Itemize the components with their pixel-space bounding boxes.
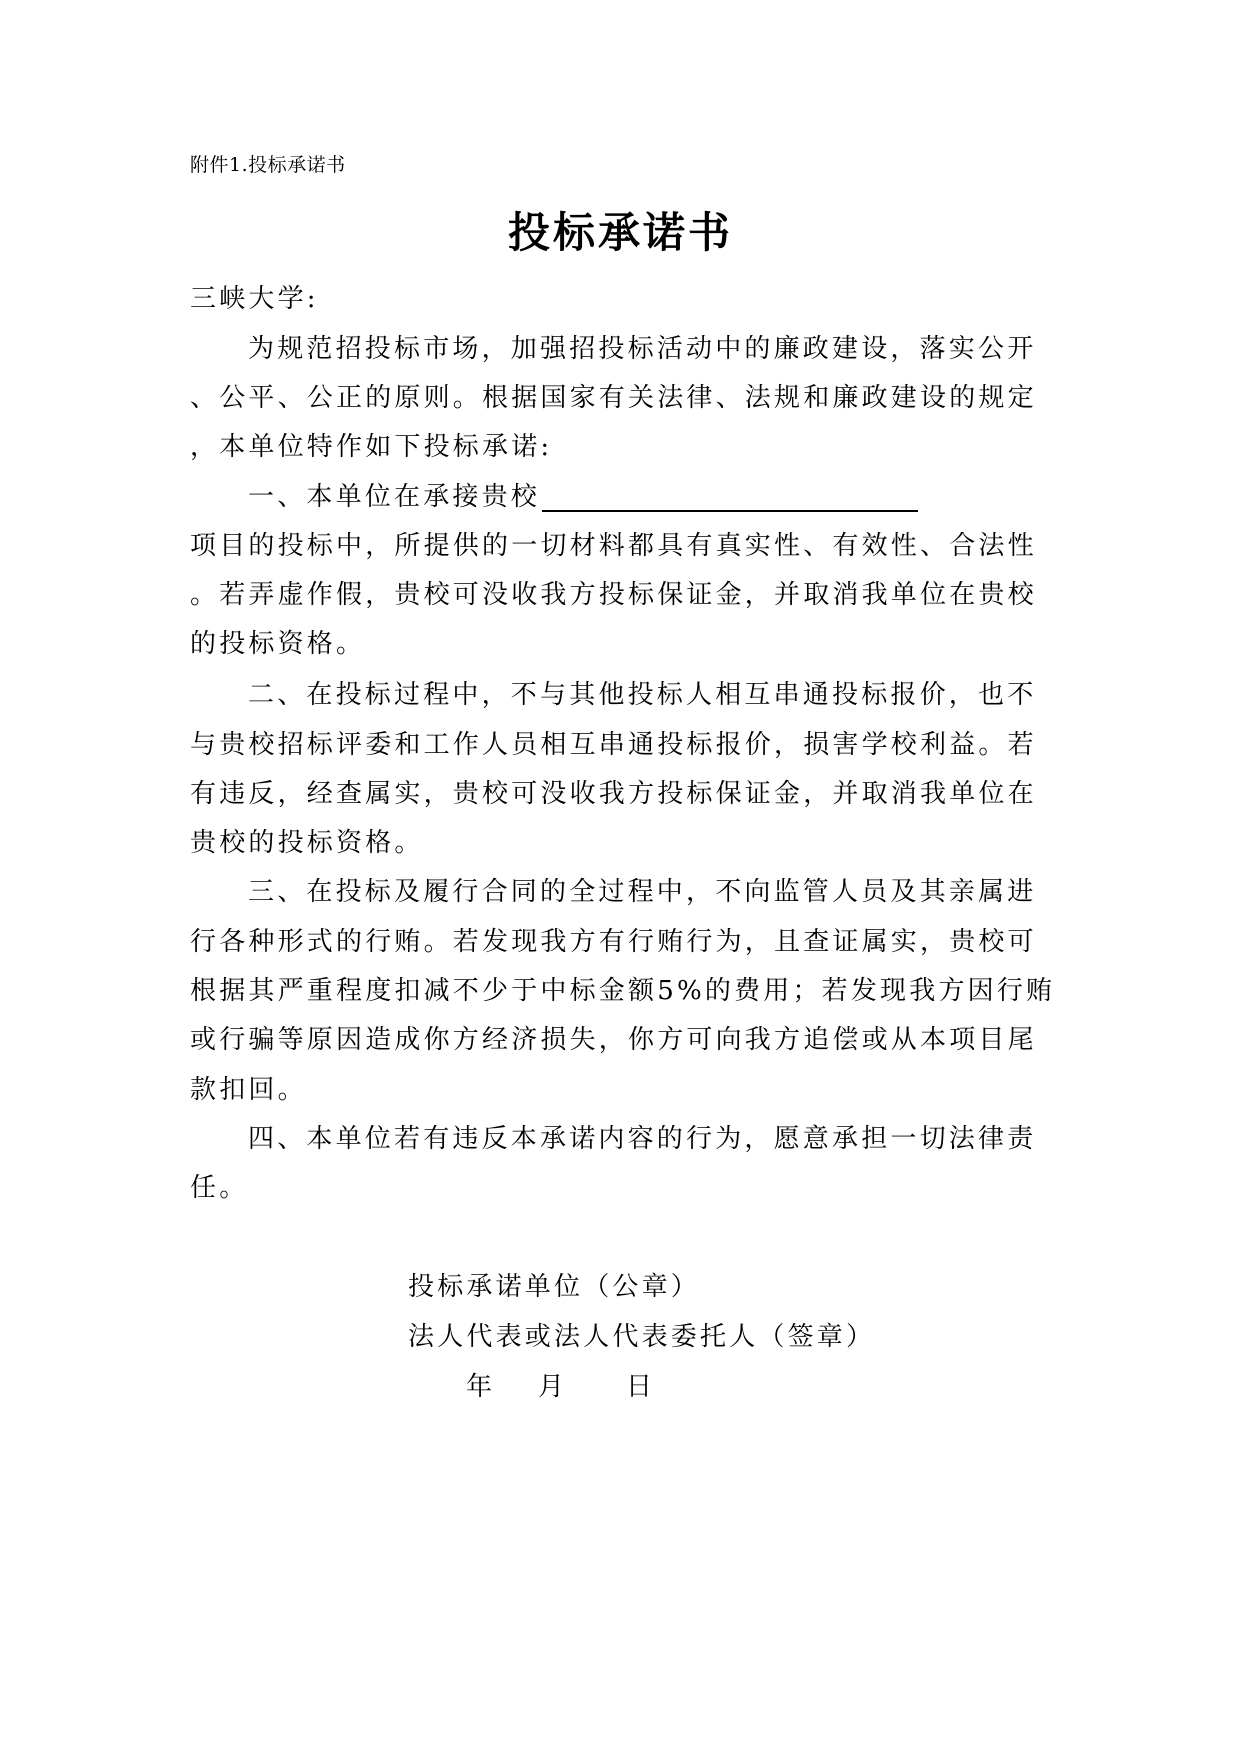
attachment-label: 附件1.投标承诺书 bbox=[190, 154, 346, 176]
clause-1-line-2: 项目的投标中，所提供的一切材料都具有真实性、有效性、合法性 bbox=[190, 531, 1037, 561]
clause-3-line-4: 或行骗等原因造成你方经济损失，你方可向我方追偿或从本项目尾 bbox=[190, 1025, 1037, 1055]
clause-4-line-2: 任。 bbox=[190, 1173, 249, 1203]
clause-3-line-1: 三、在投标及履行合同的全过程中，不向监管人员及其亲属进 bbox=[248, 877, 1037, 907]
clause-1-line-3: 。若弄虚作假，贵校可没收我方投标保证金，并取消我单位在贵校 bbox=[190, 580, 1037, 610]
intro-line-1: 为规范招投标市场，加强招投标活动中的廉政建设，落实公开 bbox=[248, 334, 1037, 364]
clause-2-line-4: 贵校的投标资格。 bbox=[190, 828, 424, 858]
date-day: 日 bbox=[626, 1372, 653, 1402]
signature-representative: 法人代表或法人代表委托人（签章） bbox=[408, 1322, 876, 1352]
clause-2-line-1: 二、在投标过程中，不与其他投标人相互串通投标报价，也不 bbox=[248, 680, 1037, 710]
clause-3-line-5: 款扣回。 bbox=[190, 1075, 307, 1105]
date-month: 月 bbox=[538, 1372, 565, 1402]
project-name-blank[interactable] bbox=[542, 484, 918, 512]
date-year: 年 bbox=[466, 1372, 493, 1402]
signature-company: 投标承诺单位（公章） bbox=[408, 1272, 701, 1302]
intro-line-2: 、公平、公正的原则。根据国家有关法律、法规和廉政建设的规定 bbox=[190, 383, 1037, 413]
clause-3-line-2: 行各种形式的行贿。若发现我方有行贿行为，且查证属实，贵校可 bbox=[190, 927, 1037, 957]
clause-1-line-1 bbox=[248, 482, 918, 512]
clause-1-line-4: 的投标资格。 bbox=[190, 629, 366, 659]
clause-2-line-3: 有违反，经查属实，贵校可没收我方投标保证金，并取消我单位在 bbox=[190, 779, 1037, 809]
clause-3-line-3: 根据其严重程度扣减不少于中标金额5%的费用；若发现我方因行贿 bbox=[190, 976, 1056, 1006]
clause-1-lead: 一、本单位在承接贵校 bbox=[248, 482, 541, 512]
document-title: 投标承诺书 bbox=[507, 208, 733, 257]
intro-line-3: ，本单位特作如下投标承诺: bbox=[190, 432, 553, 462]
clause-4-line-1: 四、本单位若有违反本承诺内容的行为，愿意承担一切法律责 bbox=[248, 1124, 1037, 1154]
salutation: 三峡大学: bbox=[190, 284, 319, 314]
clause-2-line-2: 与贵校招标评委和工作人员相互串通投标报价，损害学校利益。若 bbox=[190, 730, 1037, 760]
